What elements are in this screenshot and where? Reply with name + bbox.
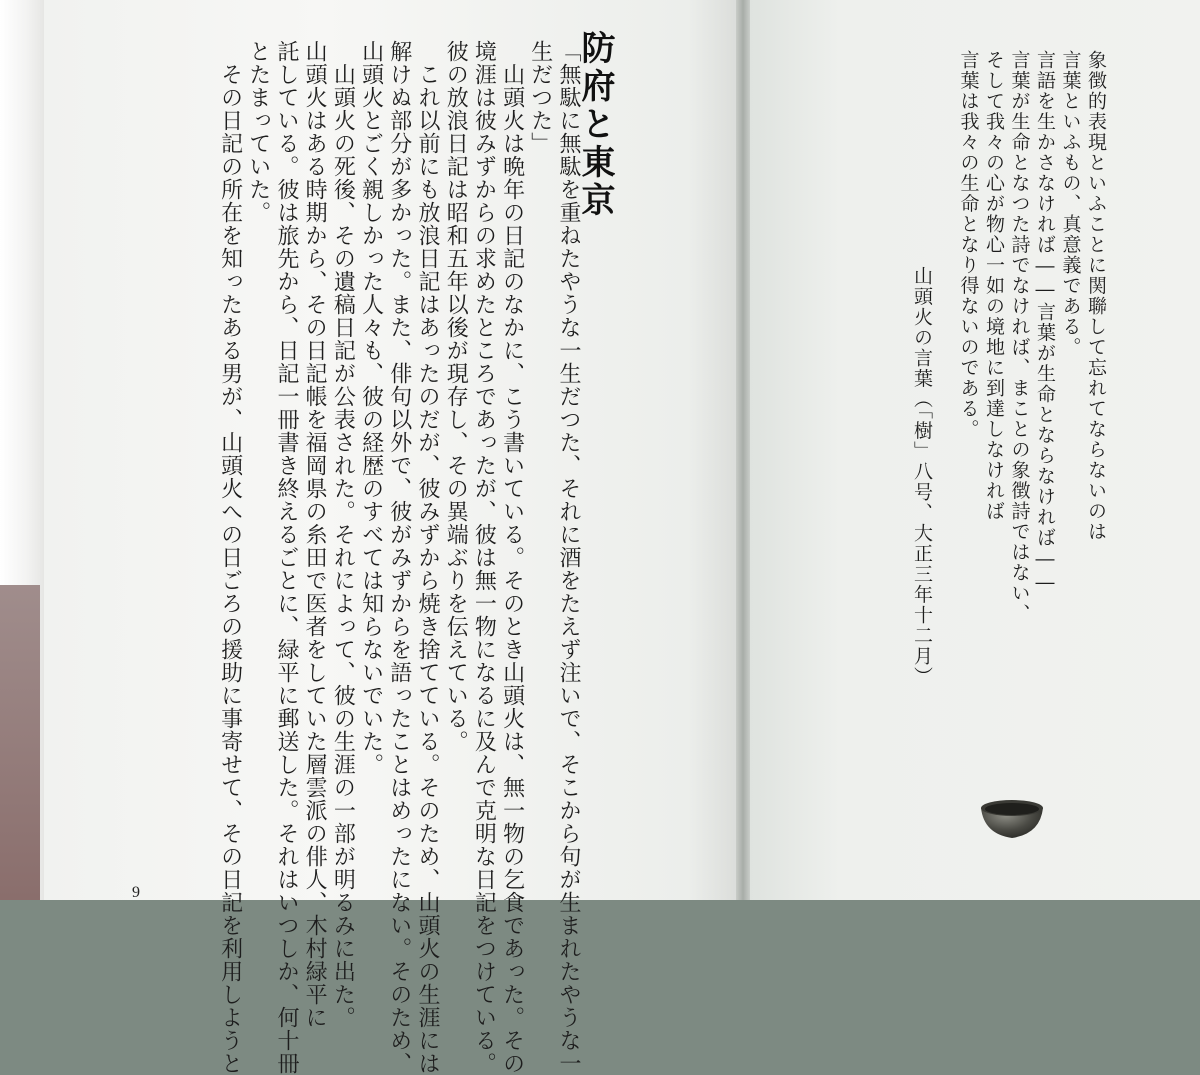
body-line: 生だつた」 (527, 40, 553, 155)
body-text (215, 40, 582, 1075)
quote-line: 言葉といふもの、真意義である。 (1059, 50, 1082, 358)
quote-line: 言語を生かさなければ――言葉が生命とならなければ―― (1034, 50, 1056, 595)
body-line: 「無駄に無駄を重ねたやうな一生だつた、それに酒をたえず注いで、そこから句が生まれたやうな一 (556, 40, 581, 1075)
body-line: 山頭火とごく親しかった人々も、彼の経歴のすべては知らないでいた。 (358, 40, 384, 776)
body-line: とたまっていた。 (245, 40, 271, 224)
body-line: 彼の放浪日記は昭和五年以後が現存し、その異端ぶりを伝えている。 (443, 40, 469, 753)
chapter-title: 防府と東京 (575, 30, 615, 220)
body-line: 山頭火の死後、その遺稿日記が公表された。それによって、彼の生涯の一部が明るみに出た。 (330, 40, 356, 1029)
quote-source: 山頭火の言葉（「樹」八号、大正三年十二月） (911, 266, 933, 687)
body-line: その日記の所在を知ったある男が、山頭火への日ごろの援助に事寄せて、その日記を利用しようと (217, 40, 243, 1075)
page-number: 9 (132, 884, 140, 901)
quote-line: 象徴的表現といふことに関聯して忘れてならないのは (1085, 50, 1107, 542)
quote-line: 言葉が生命となつた詩でなければ、まことの象徴詩ではない、 (1008, 50, 1031, 624)
body-line: これ以前にも放浪日記はあったのだが、彼みずから焼き捨てている。そのため、山頭火の生涯には (414, 40, 440, 1075)
body-line: 解けぬ部分が多かった。また、俳句以外で、彼がみずからを語ったことはめったにない。そのため、 (386, 40, 412, 1075)
quote-line: そして我々の心が物心一如の境地に到達しなければ (983, 50, 1005, 522)
epigraph-quote (955, 50, 1108, 624)
quote-line: 言葉は我々の生命となり得ないのである。 (957, 50, 980, 440)
body-line: 山頭火は晩年の日記のなかに、こう書いている。そのとき山頭火は、無一物の乞食であった。その (499, 40, 525, 1075)
body-line: 境涯は彼みずからの求めたところであったが、彼は無一物になるに及んで克明な日記をつけている。 (471, 40, 497, 1075)
body-line: 託している。彼は旅先から、日記一冊書き終えるごとに、緑平に郵送した。それはいつしか、何十冊 (273, 40, 299, 1075)
cover-edge (0, 585, 40, 900)
bowl-icon (978, 794, 1046, 840)
book-gutter (736, 0, 750, 900)
body-line: 山頭火はある時期から、その日記帳を福岡県の糸田で医者をしていた層雲派の俳人、木村緑平に (302, 40, 328, 1029)
